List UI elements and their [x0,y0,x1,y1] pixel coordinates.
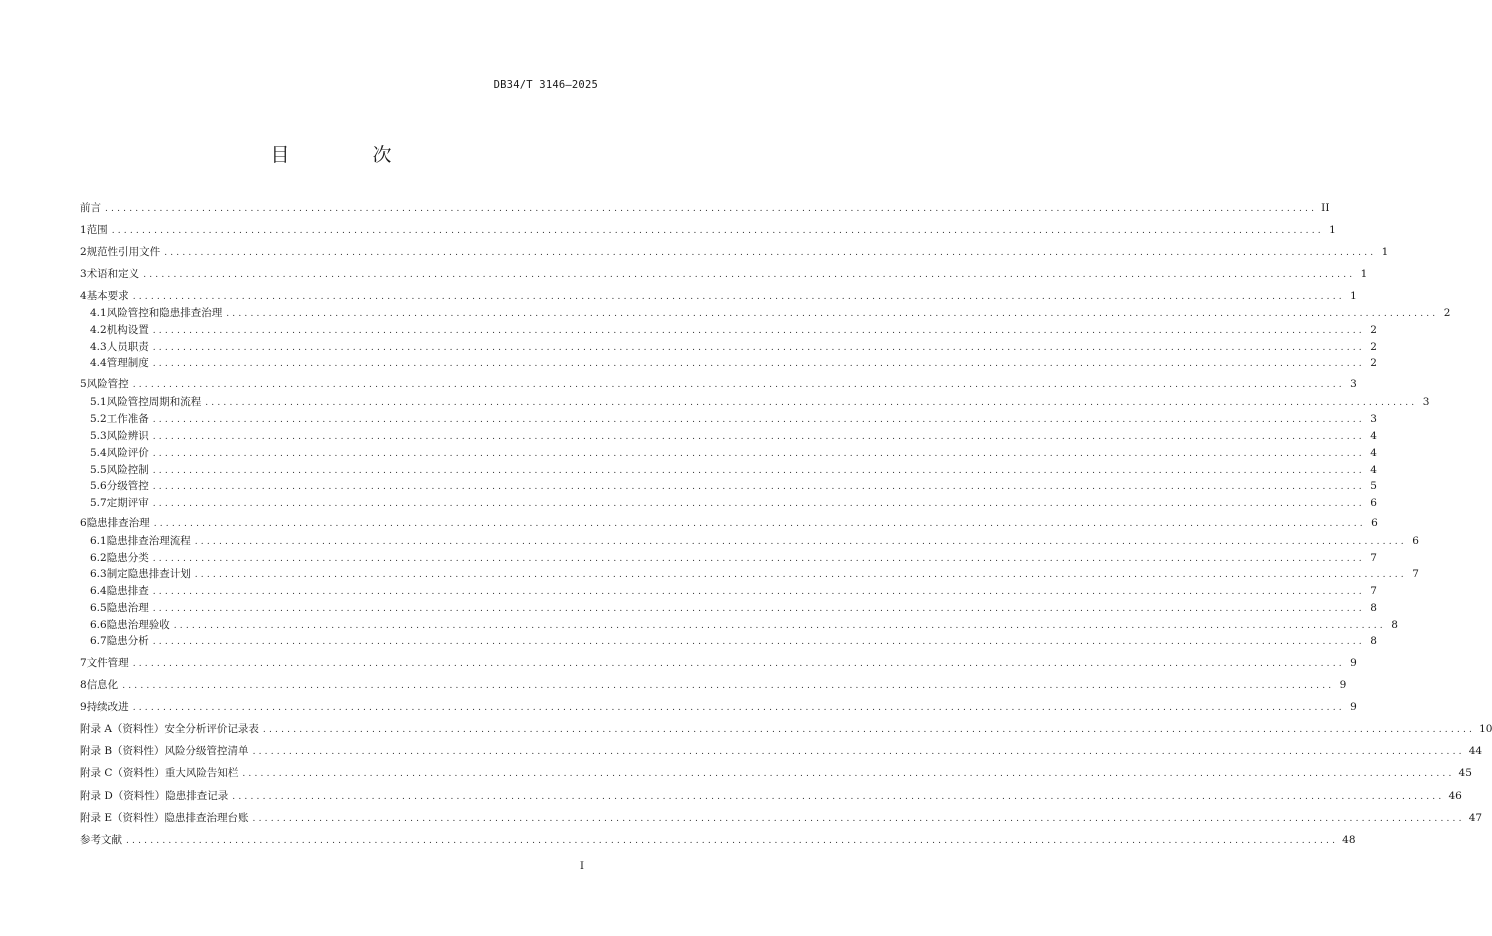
toc-entry[interactable] [80,811,1483,826]
toc-entry-number: 6.1 [90,535,107,547]
dot-leader: ........................................................................................................................................................................................................ [132,659,1345,669]
toc-entry-number: 6.6 [90,619,107,631]
toc-entry-number: 5.6 [90,480,107,492]
dot-leader: ........................................................................................................................................................................................................ [194,537,1407,547]
toc-entry-page: 6 [1412,535,1419,547]
dot-leader: ........................................................................................................................................................................................................ [132,292,1345,302]
dot-leader: ........................................................................................................................................................................................................ [152,482,1365,492]
dot-leader: ........................................................................................................................................................................................................ [105,204,1318,214]
dot-leader: ........................................................................................................................................................................................................ [164,248,1377,258]
dot-leader: ........................................................................................................................................................................................................ [205,398,1418,408]
dot-leader: ........................................................................................................................................................................................................ [152,637,1365,647]
toc-entry-title: 隐患分类 [106,552,149,564]
toc-entry-page: 2 [1370,357,1377,369]
toc-entry-page: 48 [1342,834,1356,846]
toc-entry[interactable] [80,656,1357,671]
toc-entry-number: 附录 A（资料性） [80,723,165,735]
toc-entry-title: 重大风险告知栏 [164,767,239,779]
toc-entry-title: 工作准备 [106,413,149,425]
toc-entry[interactable] [80,267,1368,282]
toc-entry[interactable] [80,245,1389,260]
toc-entry-page: 45 [1458,767,1472,779]
dot-leader: ........................................................................................................................................................................................................ [173,621,1386,631]
toc-entry-title: 隐患治理验收 [106,619,170,631]
toc-entry-page: 7 [1412,568,1419,580]
toc-entry-page: 2 [1370,324,1377,336]
toc-entry-page: 7 [1370,585,1377,597]
dot-leader: ........................................................................................................................................................................................................ [152,466,1365,476]
dot-leader: ........................................................................................................................................................................................................ [152,326,1365,336]
toc-entry-page: 5 [1370,480,1377,492]
toc-entry-title: 参考文献 [80,834,122,846]
toc-entry[interactable] [90,534,1419,549]
toc-entry-title: 术语和定义 [86,268,140,280]
toc-entry[interactable] [90,584,1377,599]
toc-entry-page: 9 [1339,679,1347,691]
toc-entry-page: 3 [1422,396,1430,408]
toc-entry[interactable] [80,289,1357,304]
toc-entry-number: 9 [80,701,87,713]
toc-entry-title: 信息化 [86,679,119,691]
toc-entry-page: 1 [1360,268,1368,280]
toc-entry-title: 文件管理 [86,657,129,669]
toc-entry-title: 分级管控 [106,480,149,492]
dot-leader: ........................................................................................................................................................................................................ [152,449,1365,459]
toc-entry[interactable] [80,201,1330,216]
toc-entry-title: 隐患治理 [106,602,149,614]
toc-entry-number: 5.7 [90,497,107,509]
dot-leader: ........................................................................................................................................................................................................ [242,769,1455,779]
toc-entry-number: 6 [80,517,87,529]
toc-entry-title: 风险辨识 [106,430,149,442]
toc-entry-number: 6.5 [90,602,107,614]
toc-entry-title: 隐患排查治理流程 [106,535,191,547]
toc-entry[interactable] [90,429,1377,444]
toc-entry-page: 7 [1370,552,1377,564]
toc-entry-title: 风险控制 [106,464,149,476]
dot-leader: ........................................................................................................................................................................................................ [143,270,1356,280]
dot-leader: ........................................................................................................................................................................................................ [226,309,1439,319]
toc-entry-number: 5.4 [90,447,107,459]
toc-entry-title: 风险管控 [86,378,129,390]
toc-entry-title: 制定隐患排查计划 [106,568,191,580]
toc-entry-page: 4 [1370,447,1377,459]
toc-entry-number: 5.5 [90,464,107,476]
toc-entry-page: 1 [1329,224,1336,236]
toc-entry-number: 附录 B（资料性） [80,745,165,757]
dot-leader: ........................................................................................................................................................................................................ [152,343,1365,353]
toc-entry-page: 8 [1391,619,1398,631]
toc-entry-number: 6.7 [90,635,107,647]
dot-leader: ........................................................................................................................................................................................................ [152,359,1365,369]
dot-leader: ........................................................................................................................................................................................................ [194,570,1407,580]
toc-entry[interactable] [90,601,1377,616]
toc-entry-title: 隐患分析 [106,635,149,647]
toc-entry-number: 3 [80,268,87,280]
toc-entry-number: 2 [80,246,87,258]
toc-entry-title: 定期评审 [106,497,149,509]
toc-entry-number: 4.4 [90,357,107,369]
toc-entry-page: 4 [1370,464,1377,476]
toc-entry-page: 8 [1370,635,1377,647]
toc-entry-page: 9 [1350,701,1357,713]
dot-leader: ........................................................................................................................................................................................................ [111,226,1324,236]
dot-leader: ........................................................................................................................................................................................................ [152,604,1365,614]
toc-entry-number: 4 [80,290,87,302]
toc-entry[interactable] [90,551,1377,566]
toc-entry-title: 隐患排查记录 [165,790,229,802]
toc-entry-page: 9 [1350,657,1357,669]
dot-leader: ........................................................................................................................................................................................................ [232,792,1445,802]
toc-entry-number: 附录 D（资料性） [80,790,166,802]
toc-entry[interactable] [90,306,1451,321]
toc-entry-page: 8 [1370,602,1377,614]
toc-entry-title: 隐患排查治理台账 [164,812,249,824]
dot-leader: ........................................................................................................................................................................................................ [132,380,1345,390]
toc-entry[interactable] [80,789,1462,804]
toc-entry-page: 1 [1350,290,1357,302]
toc-entry-number: 5.1 [90,396,107,408]
dot-leader: ........................................................................................................................................................................................................ [252,814,1465,824]
toc-entry-page: 3 [1370,413,1377,425]
toc-entry-number: 5.3 [90,430,107,442]
toc-entry-number: 6.4 [90,585,107,597]
toc-entry-title: 规范性引用文件 [86,246,161,258]
toc-entry-title: 隐患排查治理 [86,517,150,529]
toc-entry[interactable] [80,722,1492,737]
toc-entry-page: 4 [1370,430,1377,442]
page-number: I [580,861,584,872]
toc-entry-title: 基本要求 [86,290,129,302]
toc-entry[interactable] [80,678,1347,693]
toc-entry[interactable] [80,516,1378,531]
toc-entry-number: 附录 E（资料性） [80,812,165,824]
toc-entry[interactable] [90,412,1377,427]
toc-entry[interactable] [90,479,1377,494]
toc-entry-page: 44 [1468,745,1483,757]
toc-entry-page: 10 [1479,723,1492,735]
toc-entry[interactable] [90,496,1377,511]
toc-entry-page: 2 [1370,341,1377,353]
toc-entry-title: 隐患排查 [106,585,149,597]
toc-entry-page: 1 [1381,246,1389,258]
dot-leader: ........................................................................................................................................................................................................ [122,681,1335,691]
toc-entry[interactable] [80,223,1336,238]
toc-entry-title: 安全分析评价记录表 [164,723,259,735]
toc-entry-title: 前言 [80,202,101,214]
dot-leader: ........................................................................................................................................................................................................ [152,432,1365,442]
toc-entry[interactable] [80,377,1357,392]
toc-entry-title: 风险管控和隐患排查治理 [106,307,223,319]
toc-entry[interactable] [90,356,1377,371]
toc-entry-page: 6 [1371,517,1378,529]
toc-entry-page: 46 [1448,790,1462,802]
dot-leader: ........................................................................................................................................................................................................ [126,836,1339,846]
toc-entry[interactable] [90,567,1419,582]
toc-entry-number: 1 [80,224,87,236]
toc-entry[interactable] [90,463,1377,478]
dot-leader: ........................................................................................................................................................................................................ [152,499,1365,509]
toc-entry-number: 4.3 [90,341,107,353]
toc-entry[interactable] [80,700,1357,715]
toc-entry-title: 机构设置 [106,324,149,336]
toc-entry[interactable] [90,446,1377,461]
toc-title: 目 次 [270,144,424,166]
dot-leader: ........................................................................................................................................................................................................ [152,415,1365,425]
toc-entry-number: 5 [80,378,87,390]
dot-leader: ........................................................................................................................................................................................................ [132,703,1345,713]
toc-entry-title: 风险分级管控清单 [164,745,249,757]
toc-entry-page: 6 [1370,497,1377,509]
toc-entry-title: 管理制度 [106,357,149,369]
toc-entry-number: 8 [80,679,87,691]
toc-entry-title: 风险评价 [106,447,149,459]
toc-entry[interactable] [90,634,1377,649]
dot-leader: ........................................................................................................................................................................................................ [152,554,1365,564]
toc-entry-page: 47 [1468,812,1483,824]
toc-entry-number: 附录 C（资料性） [80,767,165,779]
document-code: DB34/T 3146—2025 [493,79,598,91]
toc-entry[interactable] [80,833,1356,848]
toc-entry[interactable] [90,340,1377,355]
toc-entry-page: II [1321,202,1330,214]
dot-leader: ........................................................................................................................................................................................................ [153,519,1366,529]
toc-entry-title: 人员职责 [106,341,149,353]
toc-entry-title: 持续改进 [86,701,129,713]
toc-entry-number: 4.2 [90,324,107,336]
toc-entry[interactable] [90,395,1430,410]
toc-entry-number: 6.3 [90,568,107,580]
toc-entry-number: 7 [80,657,87,669]
toc-entry-number: 6.2 [90,552,107,564]
dot-leader: ........................................................................................................................................................................................................ [252,747,1465,757]
toc-entry[interactable] [80,766,1472,781]
toc-entry[interactable] [80,744,1483,759]
toc-entry-number: 4.1 [90,307,107,319]
toc-entry-number: 5.2 [90,413,107,425]
toc-entry-title: 风险管控周期和流程 [106,396,202,408]
toc-entry-page: 2 [1443,307,1451,319]
dot-leader: ........................................................................................................................................................................................................ [152,587,1365,597]
toc-entry[interactable] [90,323,1377,338]
toc-entry-title: 范围 [86,224,108,236]
toc-entry-page: 3 [1350,378,1357,390]
toc-entry[interactable] [90,618,1398,633]
dot-leader: ........................................................................................................................................................................................................ [262,725,1476,735]
